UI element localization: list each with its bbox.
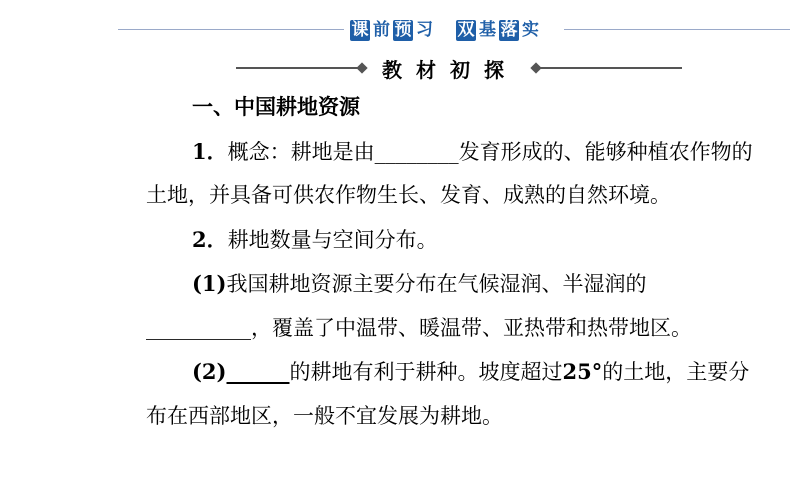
paragraph-text: 耕地数量与空间分布。 (227, 227, 438, 252)
paragraph-distribution (146, 218, 766, 263)
paragraph-text: 的土地，主要分布在西部地区，一般不宜发展为耕地。 (146, 360, 750, 428)
paragraph-text: 概念：耕地是由________发育形成的、能够种植农作物的土地，并具备可供农作物生长、发育、成熟的自然环境。 (146, 139, 753, 207)
paragraph-item-1 (146, 262, 766, 350)
banner-char-3: 预 (394, 19, 412, 40)
paragraph-item-2 (146, 350, 766, 438)
section-heading: 一、中国耕地资源 (192, 95, 360, 119)
paragraph-concept (146, 130, 766, 218)
paragraph-number: 2． (192, 226, 228, 252)
paragraph-text: 我国耕地资源主要分布在气候湿润、半湿润的__________，覆盖了中温带、暖温带、亚热带和热带地区。 (146, 272, 692, 340)
paragraph-number: (2) (192, 359, 227, 384)
banner-char-5: 双 (457, 19, 475, 40)
banner-title (350, 18, 540, 42)
paragraph-number: 1． (192, 138, 228, 164)
banner-char-4: 习 (416, 19, 433, 40)
section-bar (236, 58, 682, 82)
section-title: 教材初探 (382, 58, 518, 82)
slope-degree: 25° (562, 359, 603, 384)
banner-char-2: 前 (373, 19, 390, 40)
header-banner (118, 18, 790, 42)
fill-blank: ______ (226, 359, 290, 384)
banner-left-rule (118, 29, 344, 30)
banner-char-7: 落 (500, 19, 518, 40)
paragraph-number: (1) (192, 271, 227, 296)
section-right-rule (536, 67, 682, 69)
main-content (146, 86, 766, 438)
banner-right-rule (564, 29, 790, 30)
banner-char-8: 实 (522, 19, 539, 40)
section-left-rule (236, 67, 362, 69)
paragraph-text: 的耕地有利于耕种。坡度超过 (289, 360, 563, 384)
banner-char-1: 课 (351, 19, 369, 40)
banner-char-6: 基 (479, 19, 496, 40)
